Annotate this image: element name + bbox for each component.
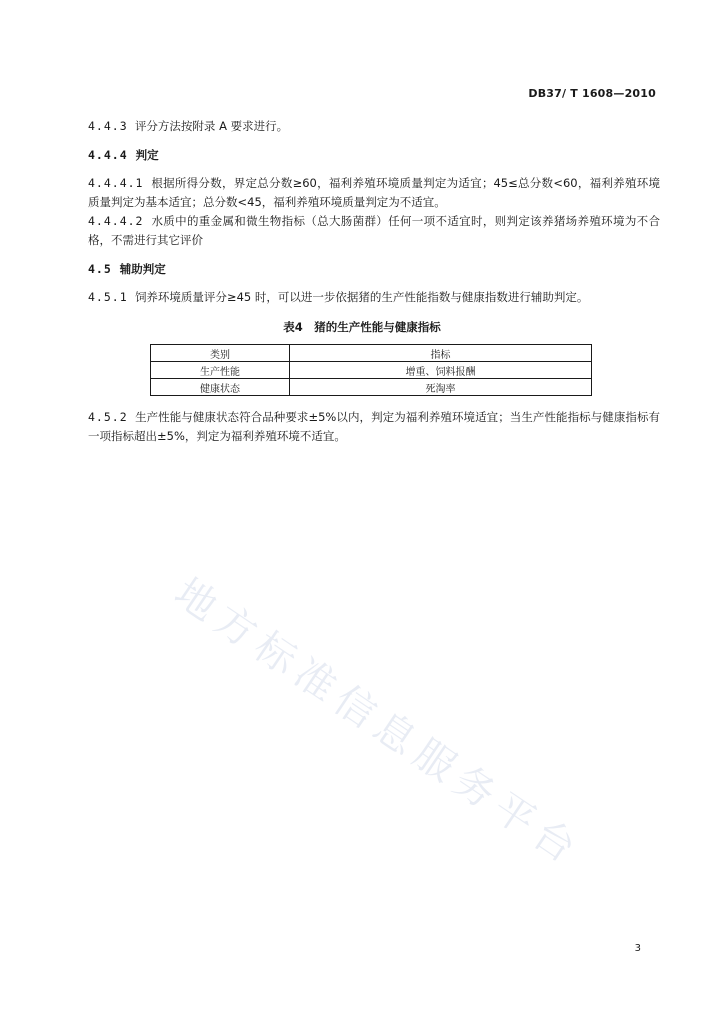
table-cell: 增重、饲料报酬 (290, 362, 592, 379)
clause-number: 4.4.4.2 (88, 214, 144, 228)
clause-number: 4.5 (88, 262, 112, 276)
watermark: 地方标准信息服务平台 (166, 569, 590, 877)
clause-number: 4.4.4 (88, 148, 128, 162)
table-title: 表4 猪的生产性能与健康指标 (283, 320, 441, 334)
clause-4-4-4-heading (88, 148, 159, 162)
clause-text: 生产性能与健康状态符合品种要求±5%以内，判定为福利养殖环境适宜；当生产性能指标与健康指标有一项指标超出±5%，判定为福利养殖环境不适宜。 (88, 410, 661, 443)
clause-text: 根据所得分数，界定总分数≥60，福利养殖环境质量判定为适宜；45≤总分数<60，福利养殖环境质量判定为基本适宜；总分数<45，福利养殖环境质量判定为不适宜。 (88, 176, 660, 209)
clause-4-4-3 (88, 119, 288, 133)
clause-text: 饲养环境质量评分≥45 时，可以进一步依据猪的生产性能指数与健康指数进行辅助判定。 (134, 290, 589, 304)
clause-number: 4.4.3 (88, 119, 128, 133)
clause-4-5-2 (88, 408, 660, 446)
clause-4-4-4-1 (88, 174, 660, 212)
clause-title: 辅助判定 (119, 262, 166, 276)
table-row (151, 379, 592, 396)
table-cell: 健康状态 (151, 379, 290, 396)
table-row (151, 362, 592, 379)
clause-4-5-1 (88, 288, 660, 307)
clause-4-4-4-2 (88, 212, 660, 250)
table-header-row (151, 345, 592, 362)
indicators-table (150, 344, 592, 396)
clause-text: 水质中的重金属和微生物指标（总大肠菌群）任何一项不适宜时，则判定该养猪场养殖环境为不合格，不需进行其它评价 (88, 214, 660, 247)
table-cell: 死淘率 (290, 379, 592, 396)
table-cell: 生产性能 (151, 362, 290, 379)
clause-text: 评分方法按附录 A 要求进行。 (134, 119, 289, 133)
table-header-cell: 指标 (290, 345, 592, 362)
page-number: 3 (634, 943, 641, 954)
clause-title: 判定 (135, 148, 159, 162)
clause-number: 4.4.4.1 (88, 176, 144, 190)
clause-4-5-heading (88, 262, 166, 276)
clause-number: 4.5.1 (88, 290, 128, 304)
document-code: DB37/ T 1608—2010 (528, 87, 656, 100)
clause-number: 4.5.2 (88, 410, 128, 424)
table-header-cell: 类别 (151, 345, 290, 362)
